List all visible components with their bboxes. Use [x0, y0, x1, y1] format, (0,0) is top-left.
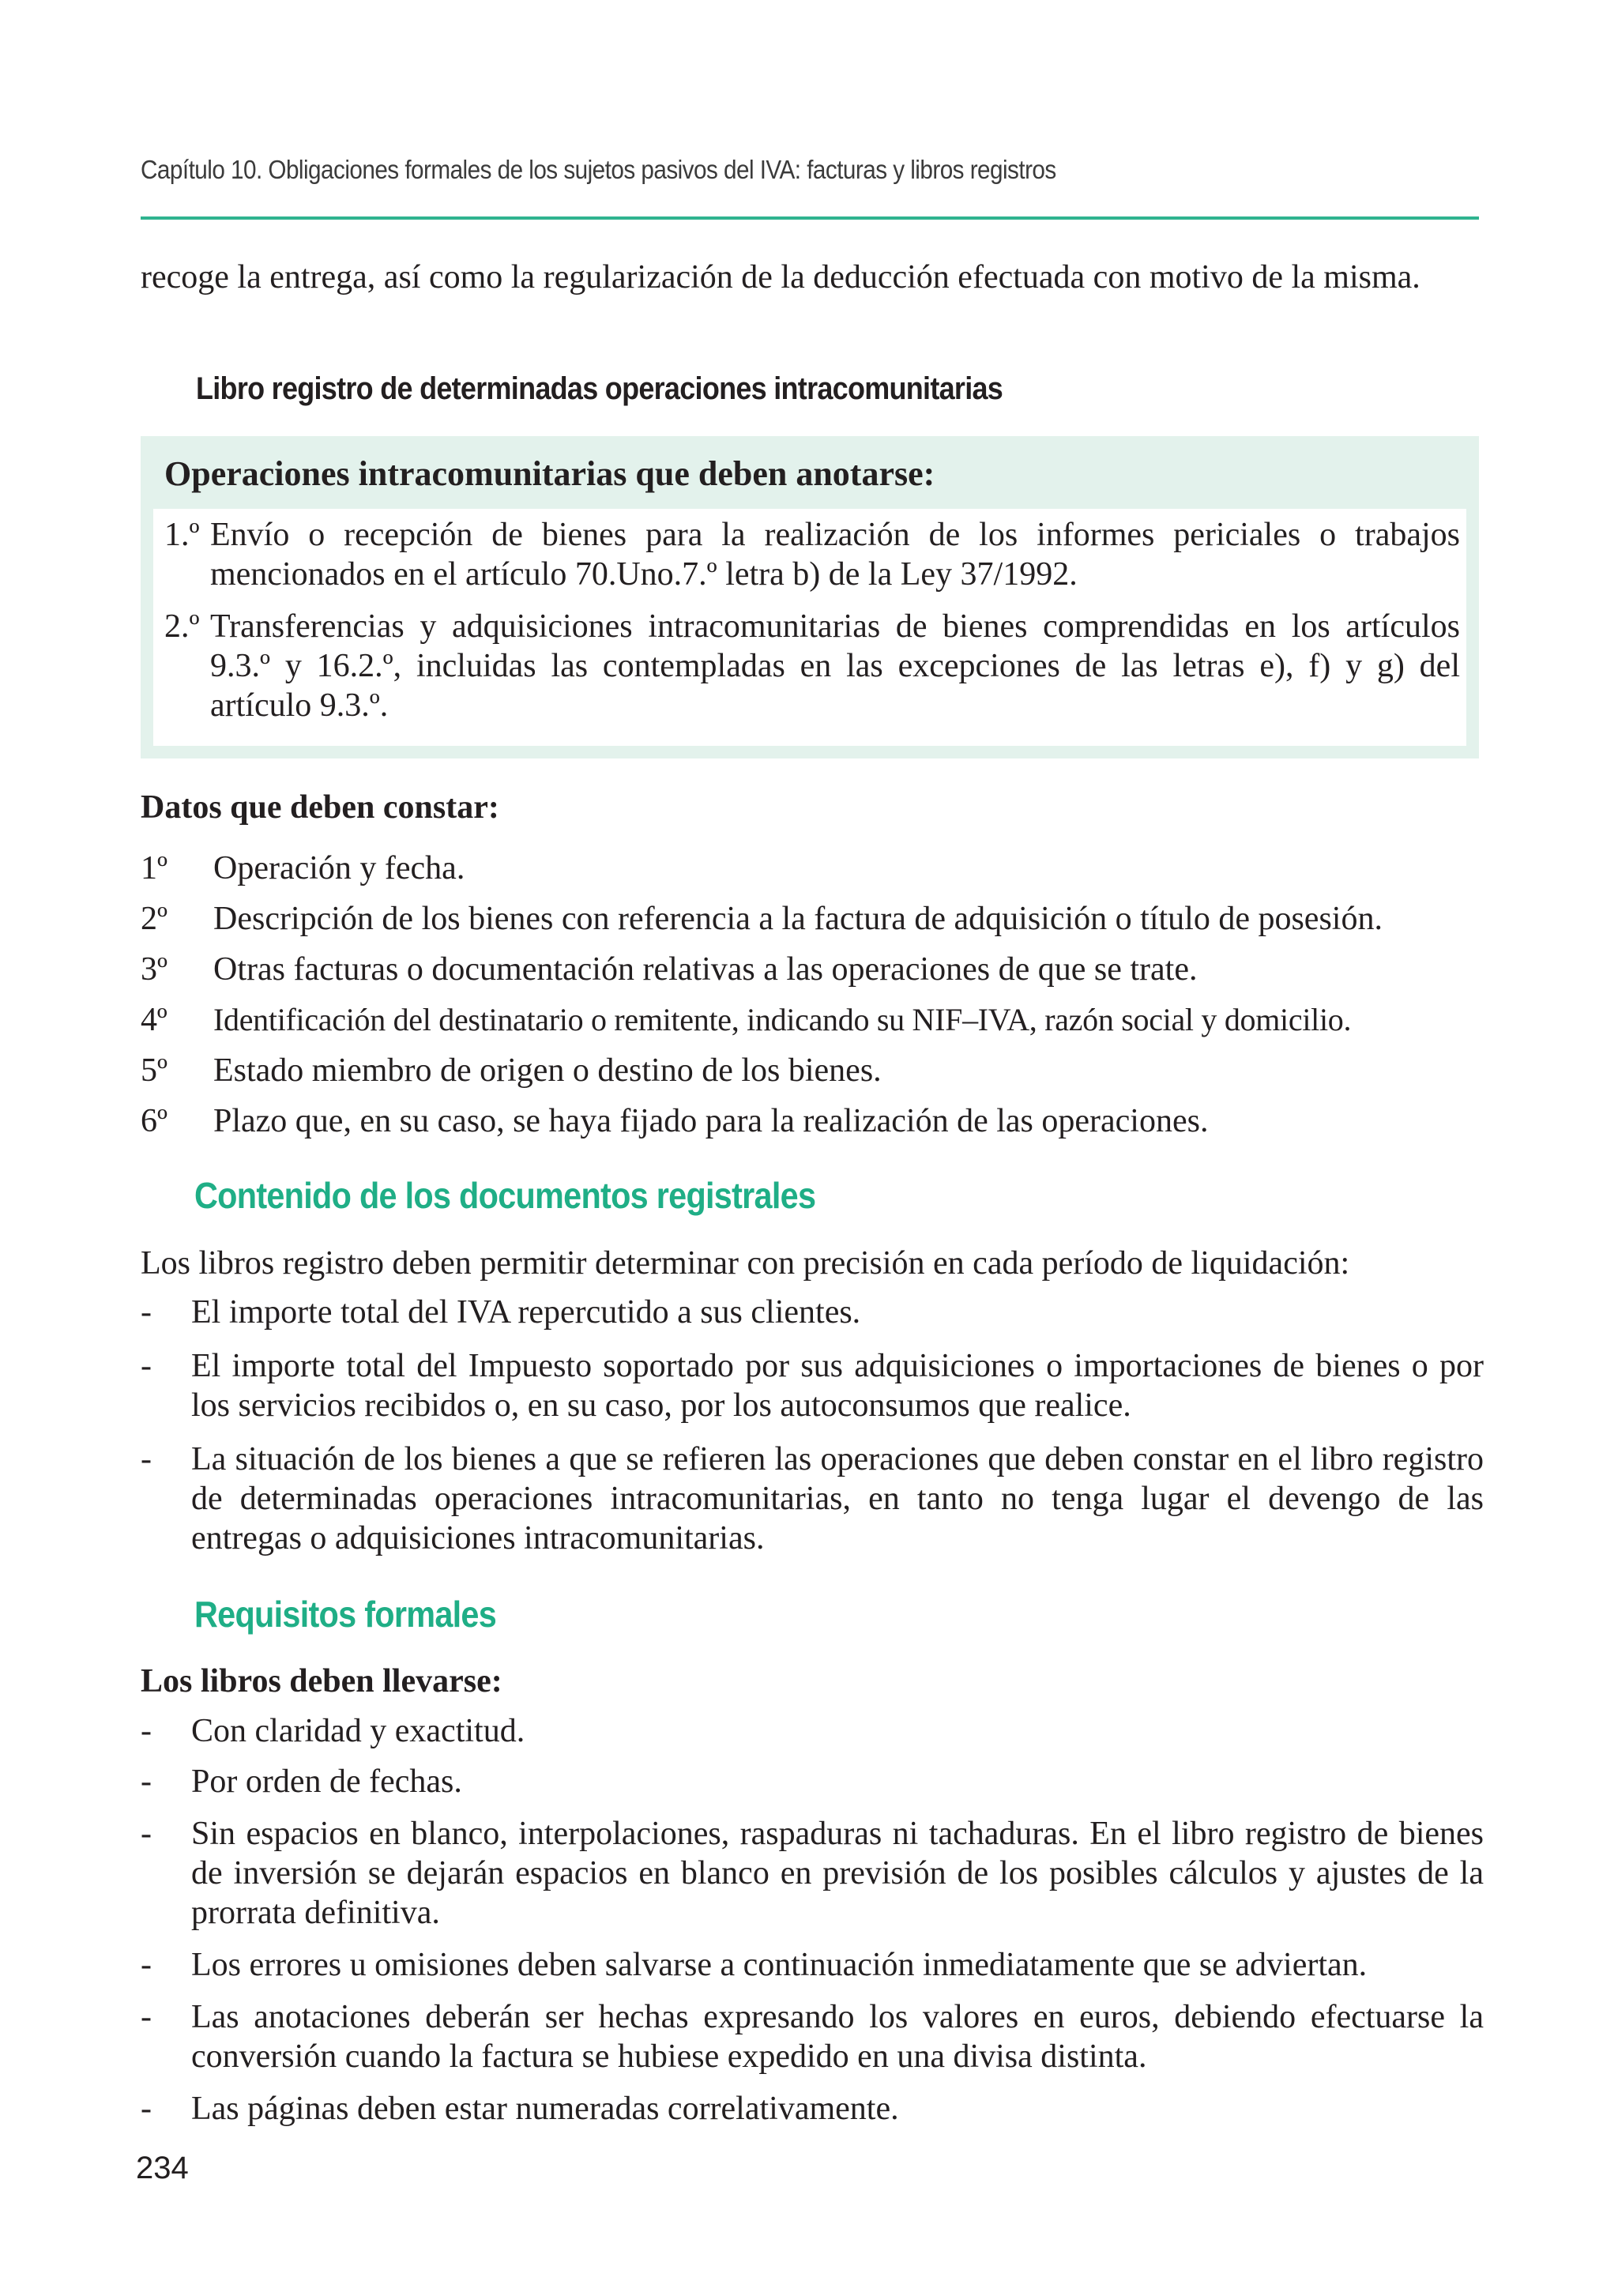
datos-item-text: Estado miembro de origen o destino de los bienes.	[213, 1052, 882, 1089]
datos-item-number: 2º	[141, 901, 168, 937]
operaciones-box-content	[153, 509, 1466, 746]
requisitos-item: - Por orden de fechas.	[141, 1762, 1484, 1801]
running-header: Capítulo 10. Obligaciones formales de los sujetos pasivos del IVA: facturas y libros registros	[141, 155, 1056, 184]
operaciones-box	[141, 436, 1479, 758]
datos-item-text: Identificación del destinatario o remitente, indicando su NIF–IVA, razón social y domicilio.	[213, 1002, 1352, 1037]
intro-paragraph: recoge la entrega, así como la regularización de la deducción efectuada con motivo de la misma.	[141, 259, 1420, 295]
requisitos-item-text: Las anotaciones deberán ser hechas expresando los valores en euros, debiendo efectuarse la conversión cuando la factura se hubiese expedido en una divisa distinta.	[191, 1999, 1484, 2075]
requisitos-item-text: Sin espacios en blanco, interpolaciones, raspaduras ni tachaduras. En el libro registro de bienes de inversión se dejarán espacios en blanco en previsión de los posibles cálculos y ajustes de la prorrata definitiva.	[191, 1816, 1484, 1931]
requisitos-label: Los libros deben llevarse:	[141, 1663, 502, 1699]
requisitos-item-text: Las páginas deben estar numeradas correlativamente.	[191, 2091, 899, 2127]
requisitos-item: - Las páginas deben estar numeradas correlativamente.	[141, 2089, 1484, 2129]
datos-item-number: 4º	[141, 1002, 167, 1038]
operaciones-item-text: Transferencias y adquisiciones intracomunitarias de bienes comprendidas en los artículos 9.3.º y 16.2.º, incluidas las contempladas en las excepciones de las letras e), f) y g) del artículo 9.3.º.	[210, 608, 1460, 724]
operaciones-item-number: 1.º	[164, 517, 200, 553]
requisitos-item: - Las anotaciones deberán ser hechas expresando los valores en euros, debiendo efectuarse la conversión cuando la factura se hubiese expedido en una divisa distinta.	[141, 1999, 1484, 2075]
operaciones-item-text: Envío o recepción de bienes para la realización de los informes periciales o trabajos mencionados en el artículo 70.Uno.7.º letra b) de la Ley 37/1992.	[210, 517, 1460, 593]
contenido-item: - El importe total del Impuesto soportado por sus adquisiciones o importaciones de bienes o por los servicios recibidos o, en su caso, por los autoconsumos que realice.	[141, 1348, 1484, 1424]
contenido-intro: Los libros registro deben permitir determinar con precisión en cada período de liquidación:	[141, 1245, 1350, 1282]
operaciones-item	[164, 515, 1460, 594]
contenido-item-text: La situación de los bienes a que se refieren las operaciones que deben constar en el libro registro de determinadas operaciones intracomunitarias, en tanto no tenga lugar el devengo de las entregas o adquisiciones intracomunitarias.	[191, 1441, 1484, 1556]
operaciones-item	[164, 607, 1460, 725]
datos-label: Datos que deben constar:	[141, 789, 499, 826]
page-number: 234	[136, 2151, 189, 2185]
contenido-item: - La situación de los bienes a que se refieren las operaciones que deben constar en el libro registro de determinadas operaciones intracomunitarias, en tanto no tenga lugar el devengo de las entregas o adquisiciones intracomunitarias.	[141, 1441, 1484, 1556]
requisitos-item: - Sin espacios en blanco, interpolaciones, raspaduras ni tachaduras. En el libro registro de bienes de inversión se dejarán espacios en blanco en previsión de los posibles cálculos y ajustes de la prorrata definitiva.	[141, 1816, 1484, 1931]
datos-item-text: Operación y fecha.	[213, 850, 465, 886]
contenido-item-text: El importe total del Impuesto soportado por sus adquisiciones o importaciones de bienes o por los servicios recibidos o, en su caso, por los autoconsumos que realice.	[191, 1348, 1484, 1424]
libro-intracomunitarias-heading: Libro registro de determinadas operaciones intracomunitarias	[196, 371, 1003, 406]
requisitos-item-text: Los errores u omisiones deben salvarse a continuación inmediatamente que se adviertan.	[191, 1947, 1368, 1983]
operaciones-box-title: Operaciones intracomunitarias que deben anotarse:	[164, 454, 935, 493]
datos-item-text: Plazo que, en su caso, se haya fijado para la realización de las operaciones.	[213, 1103, 1209, 1139]
requisitos-item: - Con claridad y exactitud.	[141, 1711, 1484, 1751]
datos-item-number: 6º	[141, 1103, 168, 1139]
requisitos-item-text: Por orden de fechas.	[191, 1763, 462, 1800]
contenido-item-text: El importe total del IVA repercutido a sus clientes.	[191, 1294, 861, 1331]
requisitos-item-text: Con claridad y exactitud.	[191, 1713, 525, 1749]
contenido-heading: Contenido de los documentos registrales	[194, 1175, 816, 1216]
datos-item-number: 1º	[141, 850, 168, 886]
datos-item-text: Otras facturas o documentación relativas a las operaciones de que se trate.	[213, 951, 1198, 988]
datos-item-number: 3º	[141, 951, 168, 988]
requisitos-heading: Requisitos formales	[194, 1594, 497, 1635]
datos-item-text: Descripción de los bienes con referencia a la factura de adquisición o título de posesión.	[213, 901, 1383, 937]
header-rule	[141, 216, 1479, 220]
contenido-item: - El importe total del IVA repercutido a sus clientes.	[141, 1293, 1484, 1332]
datos-item-number: 5º	[141, 1052, 168, 1089]
requisitos-item: - Los errores u omisiones deben salvarse a continuación inmediatamente que se adviertan.	[141, 1945, 1484, 1985]
operaciones-item-number: 2.º	[164, 608, 200, 645]
